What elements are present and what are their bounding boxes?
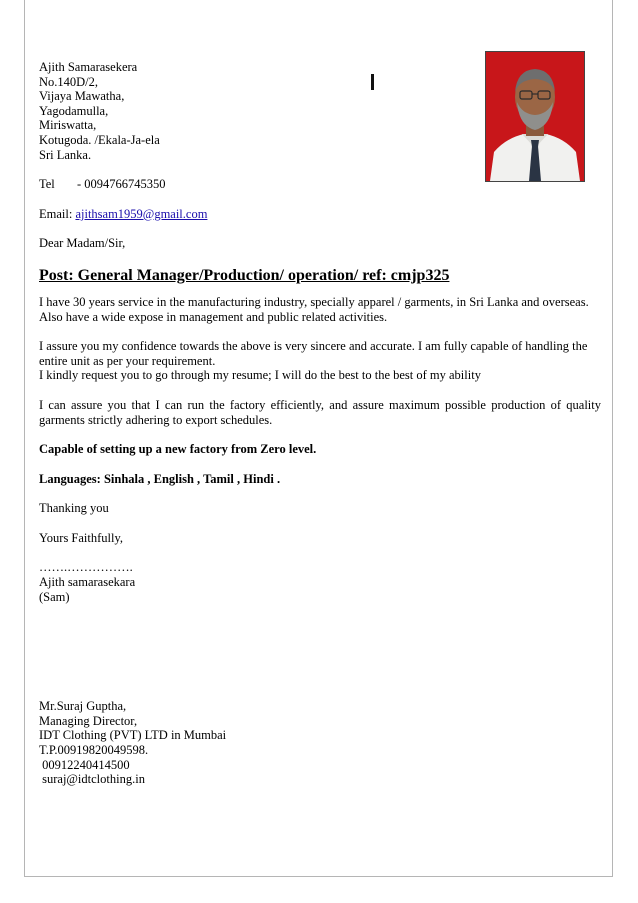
thanks-line: Thanking you bbox=[39, 501, 109, 516]
recipient-line: Managing Director, bbox=[39, 713, 138, 728]
paragraph-expose: Also have a wide expose in management and public related activities. bbox=[39, 309, 388, 324]
sender-name: Ajith Samarasekera bbox=[39, 60, 138, 74]
paragraph-factory: I can assure you that I can run the factory efficiently, and assure maximum possible production of quality garments strictly adhering to export schedules. bbox=[39, 397, 601, 427]
paragraph-request: I kindly request you to go through my resume; I will do the best to the best of my ability bbox=[39, 368, 481, 383]
address-line: Kotugoda. /Ekala-Ja-ela bbox=[39, 132, 160, 147]
capable-statement: Capable of setting up a new factory from Zero level. bbox=[39, 442, 317, 457]
paragraph-confidence: I assure you my confidence towards the above is very sincere and accurate. I am fully capable of handling the entire unit as per your requirement. bbox=[39, 339, 588, 368]
recipient-line: IDT Clothing (PVT) LTD in Mumbai bbox=[39, 728, 227, 743]
address-line: Vijaya Mawatha, bbox=[39, 89, 125, 104]
address-line: No.140D/2, bbox=[39, 74, 99, 89]
address-line: Miriswatta, bbox=[39, 118, 97, 133]
email-line bbox=[39, 207, 601, 222]
email-label: Email: bbox=[39, 206, 73, 221]
cover-letter bbox=[39, 60, 601, 787]
salutation: Dear Madam/Sir, bbox=[39, 236, 126, 251]
post-title: Post: General Manager/Production/ operation/ ref: cmjp325 bbox=[39, 266, 450, 284]
recipient-line: Mr.Suraj Guptha, bbox=[39, 699, 127, 714]
tel-value: - 0094766745350 bbox=[77, 177, 166, 192]
recipient-line: 00912240414500 bbox=[39, 757, 130, 772]
paragraph-experience: I have 30 years service in the manufacturing industry, specially apparel / garments, in Sri Lanka and overseas. bbox=[39, 294, 589, 309]
signature-dots: …….……………. bbox=[39, 560, 133, 575]
yours-faithfully: Yours Faithfully, bbox=[39, 530, 124, 545]
email-link[interactable]: ajithsam1959@gmail.com bbox=[75, 206, 208, 221]
address-line: Yagodamulla, bbox=[39, 103, 109, 118]
languages-statement: Languages: Sinhala , English , Tamil , Hindi . bbox=[39, 471, 281, 486]
signature-nickname: (Sam) bbox=[39, 589, 70, 604]
recipient-line: T.P.00919820049598. bbox=[39, 743, 149, 758]
tel-label: Tel bbox=[39, 177, 55, 192]
recipient-line: suraj@idtclothing.in bbox=[39, 772, 145, 787]
telephone-line bbox=[39, 177, 601, 192]
address-line: Sri Lanka. bbox=[39, 147, 92, 162]
signature-name: Ajith samarasekara bbox=[39, 575, 136, 590]
